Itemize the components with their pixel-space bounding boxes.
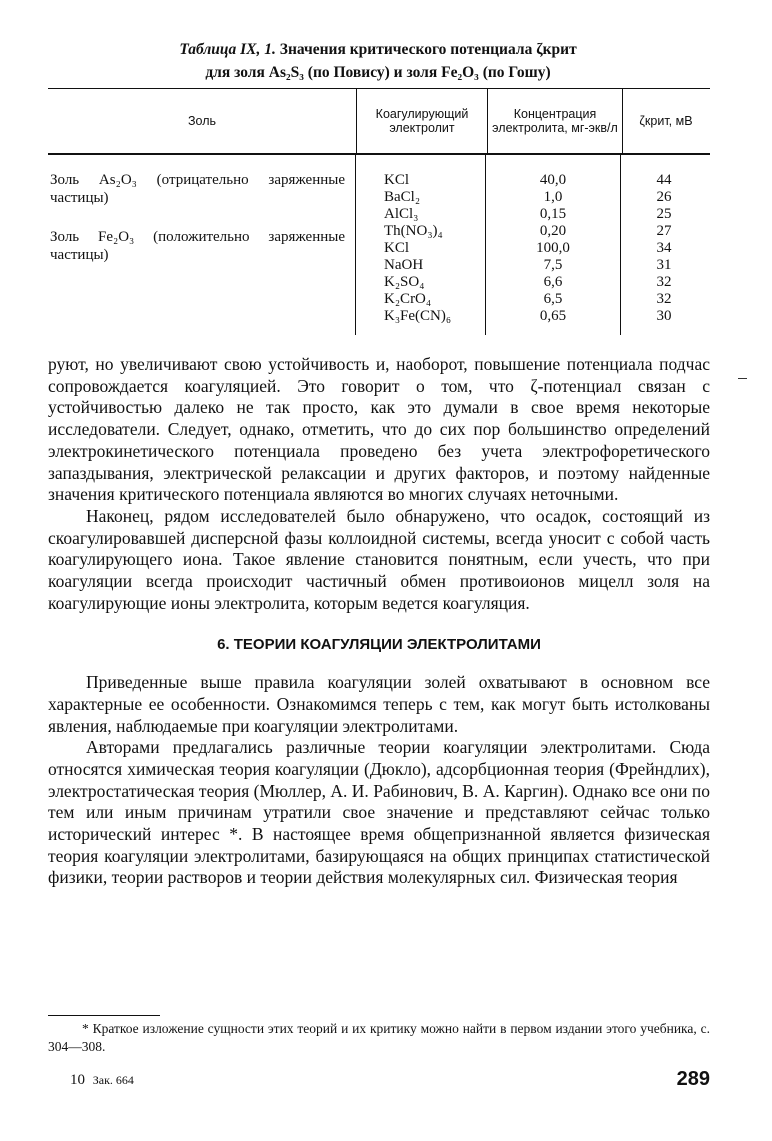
table-cell-zeta: 32 xyxy=(656,274,672,290)
header-electrolyte: Коагулирующий электролит xyxy=(357,89,488,153)
table-caption-line-2: для золя As₂S₃ (по Повису) и золя Fe₂O₃ (по Гошу) xyxy=(205,64,551,81)
sol-column xyxy=(48,155,356,335)
table-cell-concentration: 6,6 xyxy=(543,274,563,290)
table-cell-electrolyte: K₂SO₄ xyxy=(384,274,425,290)
table-cell-electrolyte: K₂CrO₄ xyxy=(384,291,432,307)
table-title: Значения критического потенциала ζкрит xyxy=(279,41,577,58)
sol-fe2o3: Золь Fe₂O₃ (положительно заряженные частицы) xyxy=(50,229,345,263)
paragraph: Авторами предлагались различные теории коагуляции электролитами. Сюда относятся химическая теория коагуляции (Дюкло), адсорбционная теория (Фрейндлих), электростатическая теория (Мюллер, А. И. Рабинович, В. А. Каргин). Однако все они по тем или иным причинам утратили свое значение и представляют сейчас только исторический интерес *. В настоящее время общепризнанной является физическая теория коагуляции электролитами, базирующаяся на общих принципах статистической физики, теории растворов и теории действия молекулярных сил. Физическая теория xyxy=(48,737,710,888)
critical-potential-table xyxy=(48,88,710,335)
sol-as2o3: Золь As₂O₃ (отрицательно заряженные частицы) xyxy=(50,172,345,206)
paragraph: Наконец, рядом исследователей было обнаружено, что осадок, состоящий из скоагулировавшей дисперсной фазы коллоидной системы, всегда уносит с собой часть коагулирующего иона. Такое явление становится понятным, если учесть, что при коагуляции всегда происходит частичный обмен противоионов мицелл золя на коагулирующие ионы электролита, которым ведется коагуляция. xyxy=(48,505,710,613)
table-cell-electrolyte: K₃Fe(CN)₆ xyxy=(384,308,452,324)
paragraph: Приведенные выше правила коагуляции золей охватывают в основном все характерные ее особенности. Ознакомимся теперь с тем, как могут быть истолкованы явления, наблюдаемые при коагуляции электролитами. xyxy=(48,672,710,736)
table-cell-concentration: 0,20 xyxy=(539,223,567,239)
footnote: * Краткое изложение сущности этих теорий и их критику можно найти в первом издании этого учебника, с. 304—308. xyxy=(48,1021,710,1054)
table-cell-electrolyte: KCl xyxy=(384,240,410,256)
paragraph: руют, но увеличивают свою устойчивость и, наоборот, повышение потенциала подчас сопровождается коагуляцией. Это говорит о том, что ζ-потенциал связан с устойчивостью далеко не так просто, как это думали в свое время некоторые исследователи. Следует, однако, отметить, что до сих пор большинство определений электрокинетического потенциала проведено без учета электрофоретического запаздывания, электрической релаксации и других факторов, и поэтому найденные значения критического потенциала являются во многих случаях неточными. xyxy=(48,354,710,505)
header-concentration: Концентрация электролита, мг-экв/л xyxy=(488,89,623,153)
section-heading: 6. ТЕОРИИ КОАГУЛЯЦИИ ЭЛЕКТРОЛИТАМИ xyxy=(217,636,541,654)
signature-number: 10 xyxy=(70,1072,85,1088)
page-number: 289 xyxy=(676,1068,710,1090)
table-cell-electrolyte: Th(NO₃)₄ xyxy=(384,223,443,239)
table-cell-zeta: 32 xyxy=(656,291,672,307)
table-cell-concentration: 0,15 xyxy=(539,206,567,222)
table-cell-concentration: 0,65 xyxy=(539,308,567,324)
margin-mark xyxy=(738,378,747,379)
table-cell-zeta: 34 xyxy=(656,240,672,256)
table-cell-zeta: 44 xyxy=(656,172,672,188)
printer-signature xyxy=(70,1072,134,1089)
table-header-row xyxy=(48,89,710,153)
electrolyte-column xyxy=(356,155,486,335)
table-caption xyxy=(48,38,708,84)
main-text xyxy=(48,354,710,889)
footnote-rule xyxy=(48,1015,160,1016)
table-cell-zeta: 26 xyxy=(656,189,672,205)
concentration-column xyxy=(486,155,621,335)
table-cell-concentration: 100,0 xyxy=(536,240,570,256)
table-cell-concentration: 40,0 xyxy=(539,172,567,188)
table-cell-concentration: 1,0 xyxy=(543,189,563,205)
zeta-column xyxy=(621,155,707,335)
table-cell-electrolyte: NaOH xyxy=(384,257,424,273)
table-cell-electrolyte: AlCl₃ xyxy=(384,206,419,222)
table-body xyxy=(48,155,710,335)
table-cell-zeta: 31 xyxy=(656,257,672,273)
table-cell-zeta: 25 xyxy=(656,206,672,222)
table-cell-zeta: 30 xyxy=(656,308,672,324)
header-sol: Золь xyxy=(48,89,357,153)
table-number: Таблица IX, 1. xyxy=(179,41,276,58)
table-caption-line-1 xyxy=(48,38,708,61)
table-cell-concentration: 7,5 xyxy=(543,257,563,273)
table-cell-electrolyte: BaCl₂ xyxy=(384,189,421,205)
table-cell-concentration: 6,5 xyxy=(543,291,563,307)
header-zeta: ζкрит, мВ xyxy=(639,114,693,128)
table-cell-zeta: 27 xyxy=(656,223,672,239)
order-number: Зак. 664 xyxy=(92,1073,134,1087)
table-cell-electrolyte: KCl xyxy=(384,172,410,188)
